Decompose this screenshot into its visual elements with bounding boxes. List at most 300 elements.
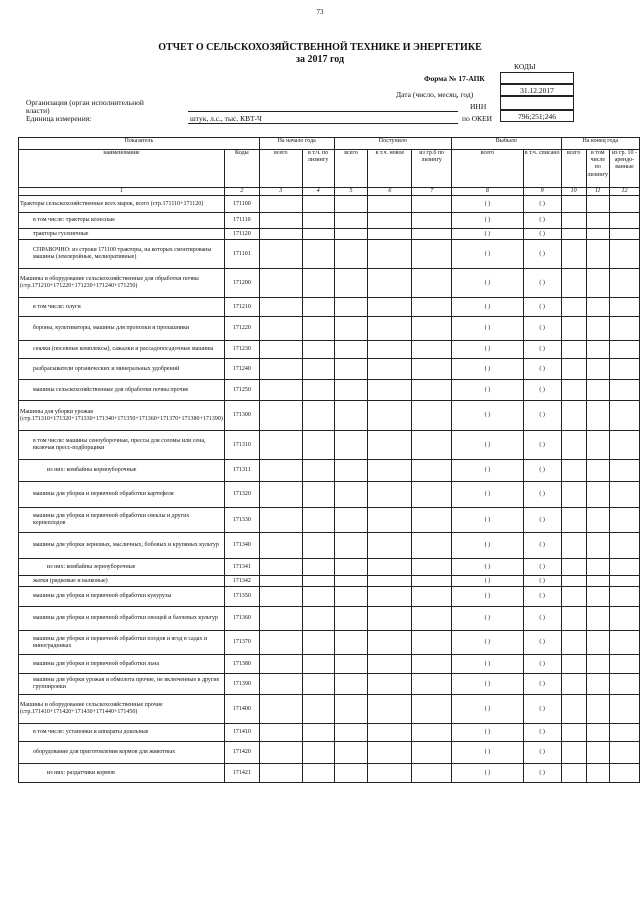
row-value-cell[interactable] (586, 508, 609, 533)
row-value-cell[interactable] (259, 213, 302, 229)
row-value-cell[interactable] (259, 431, 302, 460)
row-value-cell[interactable] (412, 431, 452, 460)
row-value-cell[interactable] (334, 742, 368, 764)
row-value-paren-cell[interactable]: ( ) (452, 576, 524, 587)
row-value-cell[interactable] (586, 196, 609, 213)
row-value-paren-cell[interactable]: ( ) (452, 196, 524, 213)
row-value-cell[interactable] (334, 533, 368, 559)
row-value-cell[interactable] (610, 269, 640, 298)
row-value-paren-cell[interactable]: ( ) (452, 587, 524, 607)
row-name: сеялки (посевные комплексы), сажалки и рассадопосадочные машины (19, 341, 225, 359)
row-value-cell[interactable] (412, 380, 452, 401)
row-value-cell[interactable] (412, 533, 452, 559)
row-value-cell[interactable] (302, 298, 334, 317)
row-value-cell[interactable] (561, 401, 586, 431)
table-row (19, 764, 640, 783)
row-value-cell[interactable] (586, 559, 609, 576)
row-value-cell[interactable] (610, 229, 640, 240)
row-value-cell[interactable] (561, 742, 586, 764)
row-value-cell[interactable] (302, 269, 334, 298)
row-value-cell[interactable] (259, 631, 302, 655)
row-value-cell[interactable] (586, 359, 609, 380)
row-value-cell[interactable] (368, 724, 412, 742)
row-value-cell[interactable] (610, 655, 640, 674)
row-value-cell[interactable] (561, 724, 586, 742)
row-value-cell[interactable] (334, 724, 368, 742)
row-value-cell[interactable] (368, 631, 412, 655)
column-number: 4 (302, 188, 334, 196)
row-value-cell[interactable] (412, 240, 452, 269)
row-value-paren-cell[interactable]: ( ) (523, 607, 561, 631)
row-value-cell[interactable] (368, 240, 412, 269)
row-value-paren-cell[interactable]: ( ) (523, 359, 561, 380)
row-value-cell[interactable] (586, 229, 609, 240)
row-value-cell[interactable] (259, 587, 302, 607)
row-value-cell[interactable] (368, 655, 412, 674)
row-value-cell[interactable] (561, 460, 586, 482)
row-value-cell[interactable] (586, 533, 609, 559)
row-value-cell[interactable] (368, 674, 412, 695)
row-value-paren-cell[interactable]: ( ) (523, 695, 561, 724)
row-value-cell[interactable] (561, 196, 586, 213)
row-name: бороны, культиваторы, машины для прополки и пропашники (19, 317, 225, 341)
row-value-cell[interactable] (412, 607, 452, 631)
row-value-cell[interactable] (586, 674, 609, 695)
row-value-cell[interactable] (334, 576, 368, 587)
row-value-cell[interactable] (302, 631, 334, 655)
row-code: 171320 (224, 482, 259, 508)
row-value-cell[interactable] (302, 482, 334, 508)
row-value-cell[interactable] (412, 674, 452, 695)
row-value-cell[interactable] (586, 576, 609, 587)
row-value-cell[interactable] (302, 213, 334, 229)
table-row (19, 341, 640, 359)
row-value-cell[interactable] (586, 724, 609, 742)
row-value-cell[interactable] (302, 317, 334, 341)
row-value-cell[interactable] (368, 460, 412, 482)
row-value-cell[interactable] (561, 631, 586, 655)
row-value-cell[interactable] (561, 607, 586, 631)
row-value-cell[interactable] (302, 380, 334, 401)
row-value-paren-cell[interactable]: ( ) (452, 742, 524, 764)
row-value-cell[interactable] (412, 401, 452, 431)
row-value-cell[interactable] (259, 508, 302, 533)
row-code: 171110 (224, 213, 259, 229)
unit-label: Единица измерения: (26, 114, 92, 123)
row-value-cell[interactable] (259, 724, 302, 742)
row-value-paren-cell[interactable]: ( ) (523, 724, 561, 742)
row-value-cell[interactable] (302, 401, 334, 431)
row-value-paren-cell[interactable]: ( ) (523, 213, 561, 229)
row-value-cell[interactable] (259, 359, 302, 380)
row-value-cell[interactable] (334, 508, 368, 533)
row-value-paren-cell[interactable]: ( ) (523, 508, 561, 533)
row-value-paren-cell[interactable]: ( ) (452, 229, 524, 240)
row-value-cell[interactable] (412, 724, 452, 742)
row-value-cell[interactable] (561, 482, 586, 508)
row-value-cell[interactable] (259, 460, 302, 482)
row-value-cell[interactable] (259, 533, 302, 559)
row-value-cell[interactable] (368, 742, 412, 764)
row-value-cell[interactable] (302, 576, 334, 587)
row-value-cell[interactable] (334, 229, 368, 240)
row-value-cell[interactable] (412, 460, 452, 482)
row-value-paren-cell[interactable]: ( ) (523, 460, 561, 482)
row-value-cell[interactable] (586, 341, 609, 359)
row-value-cell[interactable] (302, 341, 334, 359)
row-name: из них: комбайны кормоуборочные (19, 460, 225, 482)
row-value-cell[interactable] (610, 196, 640, 213)
row-value-cell[interactable] (334, 317, 368, 341)
row-value-paren-cell[interactable]: ( ) (452, 213, 524, 229)
header-row-2 (19, 150, 640, 188)
row-value-cell[interactable] (586, 269, 609, 298)
table-row (19, 460, 640, 482)
row-value-cell[interactable] (412, 317, 452, 341)
row-value-cell[interactable] (259, 380, 302, 401)
row-value-cell[interactable] (412, 576, 452, 587)
row-value-cell[interactable] (610, 742, 640, 764)
row-value-cell[interactable] (412, 508, 452, 533)
row-value-cell[interactable] (586, 764, 609, 783)
table-row (19, 229, 640, 240)
row-value-paren-cell[interactable]: ( ) (452, 674, 524, 695)
row-value-cell[interactable] (334, 607, 368, 631)
row-value-paren-cell[interactable]: ( ) (452, 460, 524, 482)
row-value-cell[interactable] (334, 482, 368, 508)
row-value-cell[interactable] (610, 460, 640, 482)
row-value-cell[interactable] (368, 508, 412, 533)
row-value-cell[interactable] (368, 380, 412, 401)
row-value-cell[interactable] (368, 533, 412, 559)
row-value-cell[interactable] (368, 341, 412, 359)
row-value-cell[interactable] (302, 674, 334, 695)
row-value-cell[interactable] (368, 559, 412, 576)
row-value-cell[interactable] (334, 359, 368, 380)
row-value-paren-cell[interactable]: ( ) (452, 240, 524, 269)
row-value-cell[interactable] (586, 482, 609, 508)
row-value-paren-cell[interactable]: ( ) (452, 655, 524, 674)
row-value-cell[interactable] (259, 317, 302, 341)
row-value-cell[interactable] (561, 359, 586, 380)
row-name: машины для уборки и первичной обработки кукурузы (19, 587, 225, 607)
row-value-cell[interactable] (259, 559, 302, 576)
row-value-paren-cell[interactable]: ( ) (523, 587, 561, 607)
row-value-cell[interactable] (334, 380, 368, 401)
row-value-cell[interactable] (586, 631, 609, 655)
row-value-cell[interactable] (586, 742, 609, 764)
row-value-paren-cell[interactable]: ( ) (523, 655, 561, 674)
row-value-paren-cell[interactable]: ( ) (452, 401, 524, 431)
row-name: в том числе: плуги (19, 298, 225, 317)
row-value-cell[interactable] (302, 359, 334, 380)
row-value-cell[interactable] (334, 298, 368, 317)
row-value-cell[interactable] (412, 559, 452, 576)
table-row (19, 655, 640, 674)
row-value-paren-cell[interactable]: ( ) (523, 401, 561, 431)
row-value-cell[interactable] (259, 764, 302, 783)
row-value-cell[interactable] (368, 213, 412, 229)
row-value-cell[interactable] (412, 196, 452, 213)
row-value-cell[interactable] (302, 533, 334, 559)
row-value-cell[interactable] (259, 240, 302, 269)
row-value-cell[interactable] (334, 196, 368, 213)
row-value-cell[interactable] (302, 460, 334, 482)
row-value-cell[interactable] (368, 298, 412, 317)
row-value-cell[interactable] (561, 674, 586, 695)
row-value-cell[interactable] (259, 298, 302, 317)
row-value-cell[interactable] (368, 764, 412, 783)
row-value-paren-cell[interactable]: ( ) (523, 298, 561, 317)
form-code-box (500, 72, 574, 84)
header-end-rented: из гр. 10 - арендо-ванные (610, 150, 640, 188)
row-value-cell[interactable] (412, 764, 452, 783)
row-code: 171200 (224, 269, 259, 298)
row-value-cell[interactable] (610, 508, 640, 533)
row-value-paren-cell[interactable]: ( ) (452, 695, 524, 724)
row-value-cell[interactable] (586, 655, 609, 674)
row-value-cell[interactable] (412, 655, 452, 674)
row-value-cell[interactable] (610, 607, 640, 631)
row-value-cell[interactable] (610, 587, 640, 607)
row-value-paren-cell[interactable]: ( ) (452, 359, 524, 380)
row-value-cell[interactable] (610, 631, 640, 655)
row-value-cell[interactable] (259, 196, 302, 213)
row-value-paren-cell[interactable]: ( ) (452, 559, 524, 576)
row-value-cell[interactable] (368, 607, 412, 631)
row-value-cell[interactable] (610, 359, 640, 380)
row-name: машины для уборки зерновых, масличных, бобовых и крупяных культур (19, 533, 225, 559)
row-value-cell[interactable] (302, 742, 334, 764)
row-value-cell[interactable] (586, 380, 609, 401)
row-value-paren-cell[interactable]: ( ) (523, 229, 561, 240)
row-value-cell[interactable] (334, 341, 368, 359)
row-value-cell[interactable] (561, 317, 586, 341)
row-value-cell[interactable] (368, 229, 412, 240)
row-value-cell[interactable] (302, 695, 334, 724)
row-value-paren-cell[interactable]: ( ) (452, 764, 524, 783)
row-value-paren-cell[interactable]: ( ) (523, 380, 561, 401)
row-value-cell[interactable] (561, 229, 586, 240)
row-value-cell[interactable] (334, 674, 368, 695)
row-value-cell[interactable] (368, 576, 412, 587)
row-value-cell[interactable] (259, 607, 302, 631)
row-value-cell[interactable] (586, 317, 609, 341)
row-value-cell[interactable] (586, 298, 609, 317)
row-value-cell[interactable] (259, 269, 302, 298)
row-value-cell[interactable] (259, 341, 302, 359)
row-value-paren-cell[interactable]: ( ) (523, 576, 561, 587)
row-value-cell[interactable] (610, 482, 640, 508)
row-value-cell[interactable] (334, 460, 368, 482)
row-value-paren-cell[interactable]: ( ) (523, 196, 561, 213)
row-value-cell[interactable] (302, 196, 334, 213)
row-value-cell[interactable] (610, 431, 640, 460)
row-value-cell[interactable] (610, 317, 640, 341)
row-value-cell[interactable] (259, 482, 302, 508)
row-value-cell[interactable] (334, 240, 368, 269)
row-value-cell[interactable] (561, 695, 586, 724)
row-value-cell[interactable] (368, 317, 412, 341)
row-value-cell[interactable] (586, 695, 609, 724)
org-label-line1: Организация (орган исполнительной (26, 98, 144, 107)
row-value-cell[interactable] (259, 576, 302, 587)
row-value-cell[interactable] (368, 431, 412, 460)
row-value-cell[interactable] (586, 213, 609, 229)
row-value-cell[interactable] (259, 674, 302, 695)
row-value-cell[interactable] (561, 431, 586, 460)
row-value-cell[interactable] (561, 341, 586, 359)
row-value-cell[interactable] (561, 655, 586, 674)
row-value-cell[interactable] (561, 240, 586, 269)
row-value-cell[interactable] (610, 240, 640, 269)
row-value-cell[interactable] (334, 431, 368, 460)
row-value-paren-cell[interactable]: ( ) (452, 724, 524, 742)
row-value-cell[interactable] (586, 240, 609, 269)
row-value-cell[interactable] (586, 401, 609, 431)
row-value-cell[interactable] (412, 229, 452, 240)
row-value-paren-cell[interactable]: ( ) (523, 631, 561, 655)
row-value-cell[interactable] (302, 229, 334, 240)
row-value-cell[interactable] (302, 724, 334, 742)
report-title-line1: ОТЧЕТ О СЕЛЬСКОХОЗЯЙСТВЕННОЙ ТЕХНИКЕ И ЭНЕРГЕТИКЕ (158, 42, 482, 53)
row-value-cell[interactable] (412, 742, 452, 764)
row-value-paren-cell[interactable]: ( ) (452, 431, 524, 460)
row-value-cell[interactable] (561, 298, 586, 317)
row-value-paren-cell[interactable]: ( ) (452, 298, 524, 317)
row-value-cell[interactable] (259, 695, 302, 724)
row-value-cell[interactable] (334, 631, 368, 655)
row-value-cell[interactable] (412, 341, 452, 359)
row-value-cell[interactable] (586, 587, 609, 607)
table-row (19, 482, 640, 508)
row-value-cell[interactable] (334, 559, 368, 576)
row-value-cell[interactable] (610, 559, 640, 576)
row-value-cell[interactable] (334, 587, 368, 607)
row-value-paren-cell[interactable]: ( ) (523, 269, 561, 298)
row-value-cell[interactable] (259, 229, 302, 240)
row-value-cell[interactable] (610, 764, 640, 783)
row-value-paren-cell[interactable]: ( ) (452, 269, 524, 298)
row-value-paren-cell[interactable]: ( ) (523, 317, 561, 341)
table-row (19, 724, 640, 742)
row-value-cell[interactable] (610, 576, 640, 587)
row-value-paren-cell[interactable]: ( ) (523, 240, 561, 269)
row-value-paren-cell[interactable]: ( ) (452, 380, 524, 401)
row-value-cell[interactable] (334, 213, 368, 229)
row-value-cell[interactable] (412, 359, 452, 380)
row-code: 171410 (224, 724, 259, 742)
row-value-cell[interactable] (586, 607, 609, 631)
row-value-cell[interactable] (302, 587, 334, 607)
row-value-cell[interactable] (610, 401, 640, 431)
row-value-cell[interactable] (302, 559, 334, 576)
row-value-paren-cell[interactable]: ( ) (523, 482, 561, 508)
row-value-cell[interactable] (368, 695, 412, 724)
row-value-cell[interactable] (610, 724, 640, 742)
row-value-paren-cell[interactable]: ( ) (523, 674, 561, 695)
row-value-cell[interactable] (610, 533, 640, 559)
row-value-cell[interactable] (561, 559, 586, 576)
row-value-cell[interactable] (412, 631, 452, 655)
row-value-cell[interactable] (561, 508, 586, 533)
row-value-cell[interactable] (586, 431, 609, 460)
column-number: 9 (523, 188, 561, 196)
row-value-cell[interactable] (561, 269, 586, 298)
row-value-cell[interactable] (334, 401, 368, 431)
row-value-cell[interactable] (610, 695, 640, 724)
row-value-paren-cell[interactable]: ( ) (523, 341, 561, 359)
row-value-cell[interactable] (334, 695, 368, 724)
row-value-cell[interactable] (302, 431, 334, 460)
row-value-cell[interactable] (610, 674, 640, 695)
row-value-paren-cell[interactable]: ( ) (452, 508, 524, 533)
row-value-paren-cell[interactable]: ( ) (523, 533, 561, 559)
header-recv-total: всего (334, 150, 368, 188)
row-value-cell[interactable] (368, 401, 412, 431)
row-value-cell[interactable] (561, 587, 586, 607)
row-value-cell[interactable] (302, 508, 334, 533)
row-value-cell[interactable] (561, 576, 586, 587)
row-value-cell[interactable] (412, 298, 452, 317)
row-code: 171210 (224, 298, 259, 317)
row-value-cell[interactable] (610, 341, 640, 359)
row-value-cell[interactable] (368, 587, 412, 607)
row-value-cell[interactable] (302, 764, 334, 783)
row-value-cell[interactable] (334, 764, 368, 783)
row-value-cell[interactable] (561, 533, 586, 559)
row-value-paren-cell[interactable]: ( ) (452, 317, 524, 341)
row-value-paren-cell[interactable]: ( ) (452, 482, 524, 508)
row-value-paren-cell[interactable]: ( ) (452, 607, 524, 631)
header-retired-total: всего (452, 150, 524, 188)
row-value-cell[interactable] (412, 269, 452, 298)
row-value-cell[interactable] (561, 764, 586, 783)
row-value-paren-cell[interactable]: ( ) (523, 764, 561, 783)
row-value-cell[interactable] (302, 240, 334, 269)
row-name: машины для уборки и первичной обработки плодов и ягод в садах и виноградниках (19, 631, 225, 655)
row-value-cell[interactable] (259, 742, 302, 764)
row-value-cell[interactable] (368, 196, 412, 213)
row-value-cell[interactable] (412, 587, 452, 607)
row-value-cell[interactable] (334, 655, 368, 674)
row-value-cell[interactable] (302, 607, 334, 631)
row-value-cell[interactable] (259, 655, 302, 674)
row-value-cell[interactable] (302, 655, 334, 674)
row-value-cell[interactable] (412, 213, 452, 229)
row-value-cell[interactable] (586, 460, 609, 482)
row-value-cell[interactable] (334, 269, 368, 298)
row-value-cell[interactable] (412, 482, 452, 508)
row-value-paren-cell[interactable]: ( ) (523, 742, 561, 764)
row-value-paren-cell[interactable]: ( ) (452, 341, 524, 359)
row-value-cell[interactable] (561, 213, 586, 229)
row-value-cell[interactable] (368, 359, 412, 380)
row-value-cell[interactable] (259, 401, 302, 431)
row-value-cell[interactable] (561, 380, 586, 401)
row-value-paren-cell[interactable]: ( ) (452, 533, 524, 559)
row-value-paren-cell[interactable]: ( ) (452, 631, 524, 655)
row-value-cell[interactable] (610, 380, 640, 401)
header-start-leasing: в т.ч. по лизингу (302, 150, 334, 188)
row-value-paren-cell[interactable]: ( ) (523, 559, 561, 576)
row-value-cell[interactable] (368, 269, 412, 298)
row-value-paren-cell[interactable]: ( ) (523, 431, 561, 460)
row-value-cell[interactable] (610, 213, 640, 229)
row-value-cell[interactable] (610, 298, 640, 317)
row-value-cell[interactable] (368, 482, 412, 508)
row-value-cell[interactable] (412, 695, 452, 724)
